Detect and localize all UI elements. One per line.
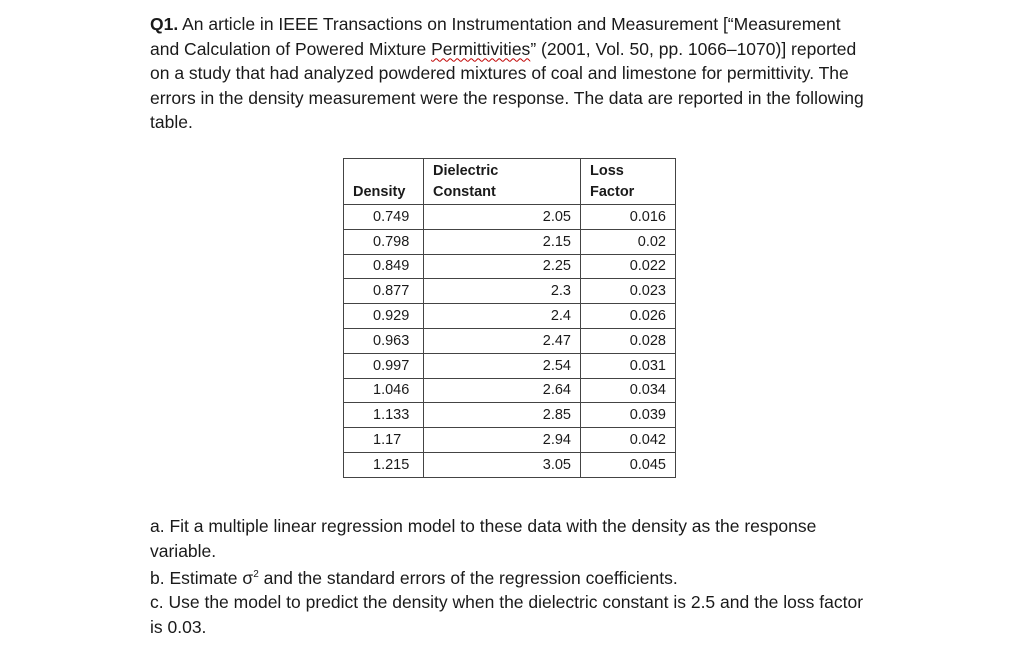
cell-density: 0.929 [344, 304, 424, 329]
header-density: Density [344, 159, 424, 205]
table-row [344, 378, 676, 403]
cell-density: 0.877 [344, 279, 424, 304]
cell-density: 0.798 [344, 229, 424, 254]
table-row [344, 279, 676, 304]
question-text-part2: ” (2001, Vol. 50, pp. 1066–1070)] reported on a study that had analyzed powdered mixtures of coal and limestone for permittivity. The errors in the density measurement were the response. The data are reported in the following table. [150, 38, 864, 132]
cell-dielectric: 2.94 [424, 428, 581, 453]
cell-loss: 0.031 [581, 353, 676, 378]
table-row [344, 205, 676, 230]
cell-dielectric: 3.05 [424, 452, 581, 477]
cell-loss: 0.045 [581, 452, 676, 477]
table-row [344, 229, 676, 254]
data-table [343, 158, 676, 478]
cell-dielectric: 2.4 [424, 304, 581, 329]
task-list [150, 514, 870, 639]
task-c: c. Use the model to predict the density when the dielectric constant is 2.5 and the loss factor is 0.03. [150, 592, 864, 637]
table-row [344, 403, 676, 428]
table-header-row [344, 159, 676, 205]
cell-loss: 0.026 [581, 304, 676, 329]
table-row [344, 452, 676, 477]
cell-loss: 0.039 [581, 403, 676, 428]
cell-density: 0.997 [344, 353, 424, 378]
cell-loss: 0.042 [581, 428, 676, 453]
cell-dielectric: 2.64 [424, 378, 581, 403]
cell-density: 1.215 [344, 452, 424, 477]
header-loss-factor: Loss Factor [581, 159, 676, 205]
header-dielectric-constant: Dielectric Constant [424, 159, 581, 205]
cell-density: 1.17 [344, 428, 424, 453]
spellcheck-word: Permittivities [431, 38, 531, 59]
sigma-exponent: 2 [253, 569, 259, 580]
cell-dielectric: 2.85 [424, 403, 581, 428]
table-row [344, 254, 676, 279]
task-b: b. Estimate $\sigma^2$ and the standard errors of the regression coefficients. [150, 567, 678, 588]
table-row [344, 304, 676, 329]
cell-loss: 0.022 [581, 254, 676, 279]
question-intro [150, 12, 870, 135]
table-row [344, 328, 676, 353]
cell-density: 1.133 [344, 403, 424, 428]
cell-dielectric: 2.3 [424, 279, 581, 304]
question-label: Q1. [150, 14, 179, 34]
cell-loss: 0.034 [581, 378, 676, 403]
cell-density: 0.963 [344, 328, 424, 353]
cell-dielectric: 2.25 [424, 254, 581, 279]
table-row [344, 353, 676, 378]
task-a: a. Fit a multiple linear regression model to these data with the density as the response variable. [150, 516, 817, 561]
table-body [344, 205, 676, 478]
cell-loss: 0.028 [581, 328, 676, 353]
cell-density: 0.849 [344, 254, 424, 279]
cell-dielectric: 2.15 [424, 229, 581, 254]
cell-loss: 0.02 [581, 229, 676, 254]
cell-dielectric: 2.05 [424, 205, 581, 230]
cell-density: 0.749 [344, 205, 424, 230]
cell-dielectric: 2.47 [424, 328, 581, 353]
cell-dielectric: 2.54 [424, 353, 581, 378]
question-text-part1: An article in IEEE Transactions on Instrumentation and Measurement [“Measurement and Calculation of Powered Mixture [150, 14, 841, 59]
cell-density: 1.046 [344, 378, 424, 403]
cell-loss: 0.023 [581, 279, 676, 304]
cell-loss: 0.016 [581, 205, 676, 230]
table-row [344, 428, 676, 453]
